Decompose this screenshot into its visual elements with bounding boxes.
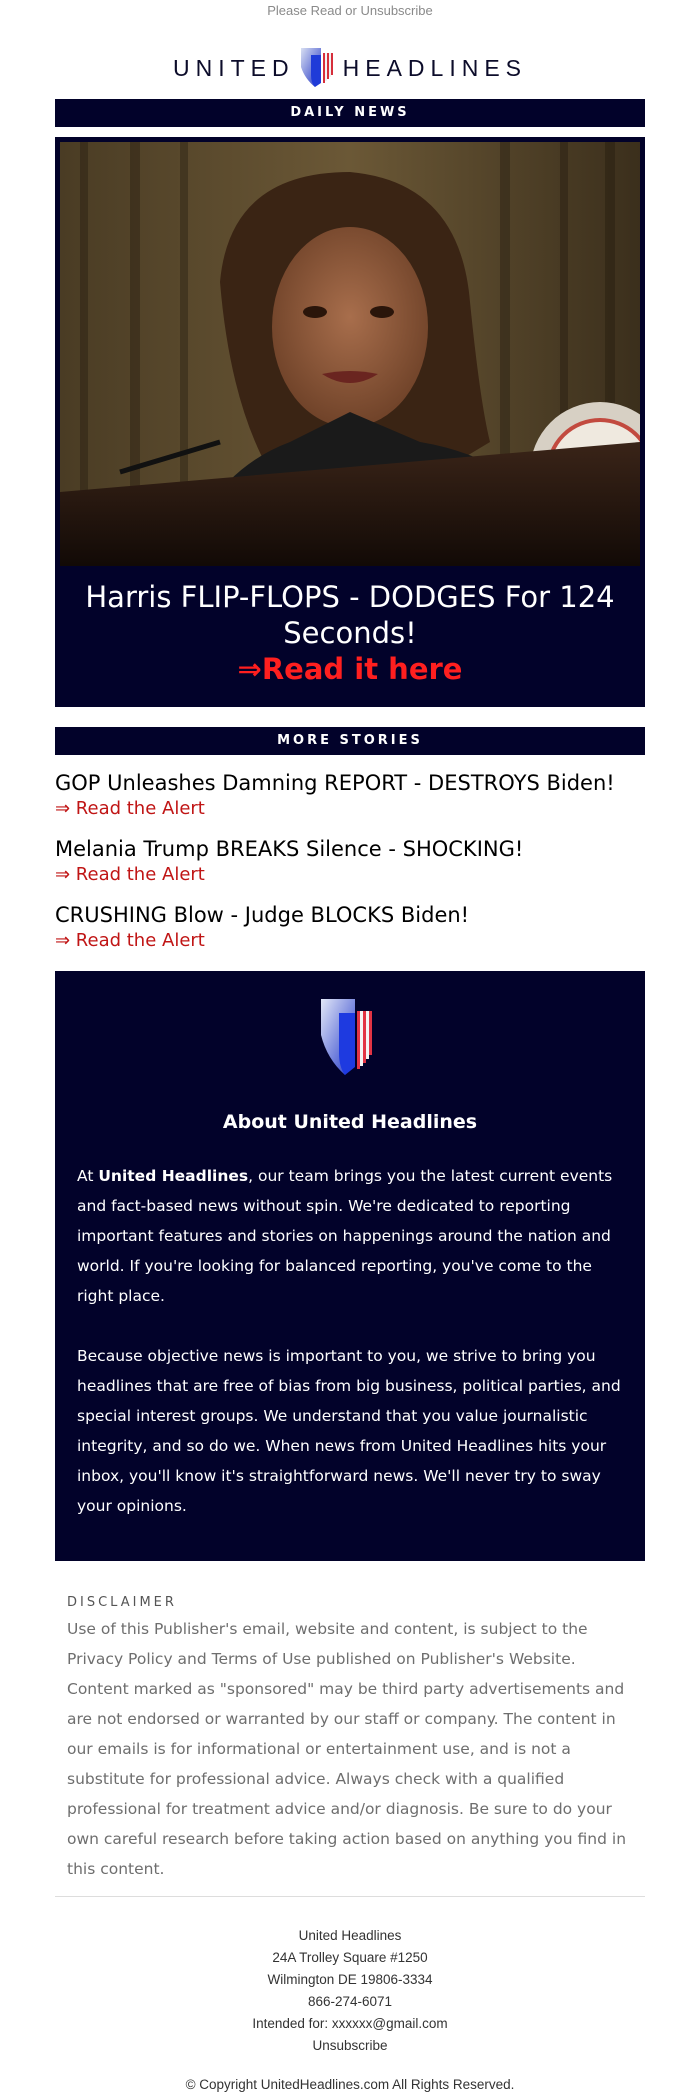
preheader bbox=[0, 0, 700, 21]
footer-address-line-2: Wilmington DE 19806-3334 bbox=[267, 1972, 433, 1987]
story-item bbox=[55, 901, 645, 953]
story-read-link[interactable]: ⇒ Read the Alert bbox=[55, 864, 205, 885]
about-heading: About United Headlines bbox=[222, 1111, 478, 1133]
about-section bbox=[55, 971, 645, 1561]
story-title[interactable]: GOP Unleashes Damning REPORT - DESTROYS Biden! bbox=[55, 771, 615, 795]
story-item bbox=[55, 835, 645, 887]
story-read-link[interactable]: ⇒ Read the Alert bbox=[55, 930, 205, 951]
story-title[interactable]: CRUSHING Blow - Judge BLOCKS Biden! bbox=[55, 903, 470, 927]
logo-word-right: HEADLINES bbox=[342, 54, 527, 81]
brand-logo[interactable] bbox=[0, 37, 700, 99]
story-title[interactable]: Melania Trump BREAKS Silence - SHOCKING! bbox=[55, 837, 524, 861]
footer-phone: 866-274-6071 bbox=[307, 1994, 393, 2009]
about-paragraph-2: Because objective news is important to you, we strive to bring you headlines that are free of bias from big business, political parties, and special interest groups. We understand that you value journalistic integrity, and so do we. When news from United Headlines hits your inbox, you'll know it's straightforward news. We'll never try to sway your opinions. bbox=[77, 1347, 621, 1515]
disclaimer-body: Use of this Publisher's email, website and content, is subject to the Privacy Policy and Terms of Use published on Publisher's Website. Content marked as "sponsored" may be third party advertisements and are not endorsed or warranted by our staff or company. The content in our emails is for informational or entertainment use, and is not a substitute for professional advice. Always check with a qualified professional for treatment advice and/or diagnosis. Be sure to do your own careful research before taking action based on anything you find in this content. bbox=[67, 1620, 627, 1878]
about-paragraph-1 bbox=[77, 1161, 623, 1311]
hero-photo[interactable] bbox=[60, 142, 640, 566]
about-p1-brand: United Headlines bbox=[98, 1167, 249, 1185]
hero-headline[interactable]: Harris FLIP-FLOPS - DODGES For 124 Seconds! bbox=[85, 580, 615, 650]
preheader-link[interactable]: Please Read or Unsubscribe bbox=[267, 3, 433, 18]
about-p1-rest: , our team brings you the latest current events and fact-based news without spin. We're dedicated to reporting important features and stories on happenings around the nation and world. If you're looking for balanced reporting, you've come to the right place. bbox=[77, 1167, 613, 1305]
footer-company: United Headlines bbox=[298, 1928, 402, 1943]
footer-intended-for: Intended for: xxxxxx@gmail.com bbox=[252, 2016, 448, 2031]
story-item bbox=[55, 769, 645, 821]
daily-news-bar: DAILY NEWS bbox=[55, 99, 645, 127]
hero-story[interactable] bbox=[55, 137, 645, 707]
hero-read-link[interactable]: ⇒Read it here bbox=[237, 652, 463, 686]
copyright: © Copyright UnitedHeadlines.com All Rights Reserved. bbox=[185, 2077, 515, 2092]
about-logo bbox=[77, 997, 623, 1081]
story-read-link[interactable]: ⇒ Read the Alert bbox=[55, 798, 205, 819]
disclaimer-label: DISCLAIMER bbox=[67, 1595, 177, 1610]
shield-flag-icon bbox=[319, 997, 381, 1081]
logo-word-left: UNITED bbox=[173, 54, 295, 81]
unsubscribe-link[interactable]: Unsubscribe bbox=[312, 2038, 388, 2053]
about-p1-prefix: At bbox=[77, 1167, 99, 1185]
shield-flag-icon bbox=[297, 45, 337, 91]
disclaimer bbox=[55, 1595, 645, 1897]
footer bbox=[0, 1925, 700, 2057]
more-stories-bar: MORE STORIES bbox=[55, 727, 645, 755]
footer-address-line-1: 24A Trolley Square #1250 bbox=[272, 1950, 428, 1965]
